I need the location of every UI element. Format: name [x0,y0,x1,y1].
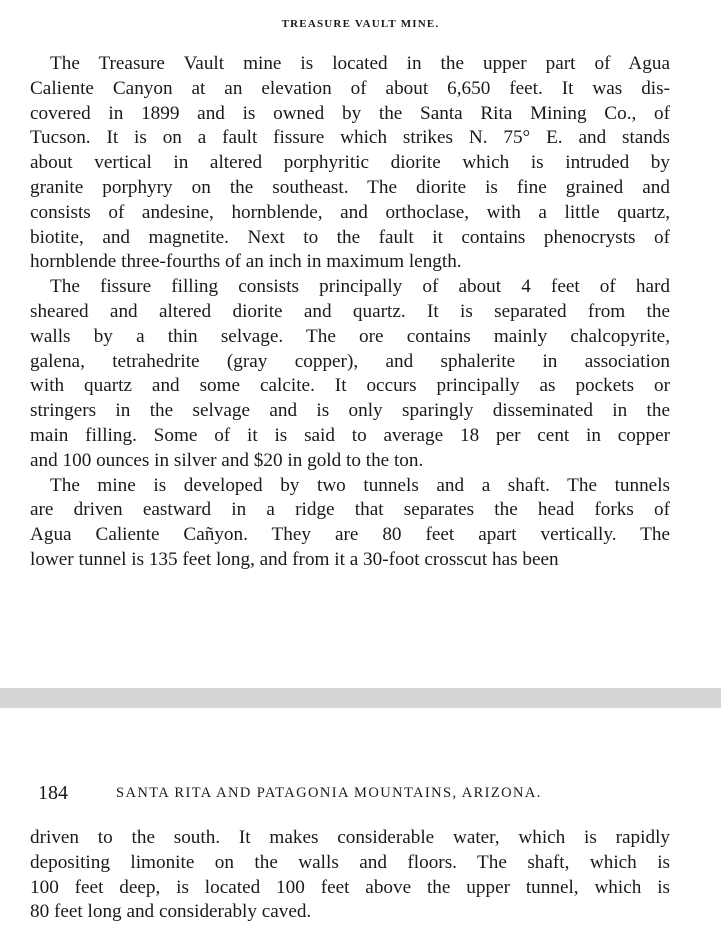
text-line: are driven eastward in a ridge that separates the head forks of [30,499,670,521]
text-line: depositing limonite on the walls and floors. The shaft, which is [30,851,670,873]
text-line: Caliente Canyon at an elevation of about 6,650 feet. It was dis- [30,77,670,99]
paragraph [30,474,670,573]
text-line: 100 feet deep, is located 100 feet above the upper tunnel, which is [30,876,670,898]
text-line: Tucson. It is on a fault fissure which strikes N. 75° E. and stands [30,127,670,149]
text-line: The Treasure Vault mine is located in the upper part of Agua [50,53,670,74]
text-line: galena, tetrahedrite (gray copper), and sphalerite in association [30,350,670,372]
text-line: biotite, and magnetite. Next to the fault it contains phenocrysts of [30,226,670,248]
text-line: and 100 ounces in silver and $20 in gold to the ton. [30,449,424,471]
page-bottom [0,708,721,934]
text-line: walls by a thin selvage. The ore contains mainly chalcopyrite, [30,325,670,347]
text-line: with quartz and some calcite. It occurs principally as pockets or [30,375,670,397]
text-line: driven to the south. It makes considerable water, which is rapidly [30,827,670,848]
text-line: Agua Caliente Cañyon. They are 80 feet apart vertically. The [30,524,670,546]
paragraph [30,826,670,925]
text-line: stringers in the selvage and is only sparingly disseminated in the [30,400,670,422]
text-line: covered in 1899 and is owned by the Santa Rita Mining Co., of [30,102,670,124]
text-line: The mine is developed by two tunnels and a shaft. The tunnels [50,474,670,496]
text-line: sheared and altered diorite and quartz. It is separated from the [30,300,670,322]
paragraph [30,52,670,275]
page-header-title: SANTA RITA AND PATAGONIA MOUNTAINS, ARIZONA. [116,785,542,801]
text-line: hornblende three-fourths of an inch in maximum length. [30,251,462,273]
text-line: about vertical in altered porphyritic diorite which is intruded by [30,152,670,174]
page-separator [0,688,721,708]
text-line: consists of andesine, hornblende, and orthoclase, with a little quartz, [30,201,670,223]
page-header [38,782,658,805]
text-line: granite porphyry on the southeast. The diorite is fine grained and [30,176,670,198]
text-line: The fissure filling consists principally of about 4 feet of hard [50,276,670,298]
body-text-bottom [30,826,670,925]
text-line: main filling. Some of it is said to average 18 per cent in copper [30,424,670,446]
running-head: TREASURE VAULT MINE. [281,18,440,30]
body-text-top [30,52,670,573]
text-line: lower tunnel is 135 feet long, and from it a 30-foot crosscut has been [30,548,559,570]
text-line: 80 feet long and considerably caved. [30,901,312,923]
paragraph [30,275,670,473]
page-number: 184 [38,782,68,804]
